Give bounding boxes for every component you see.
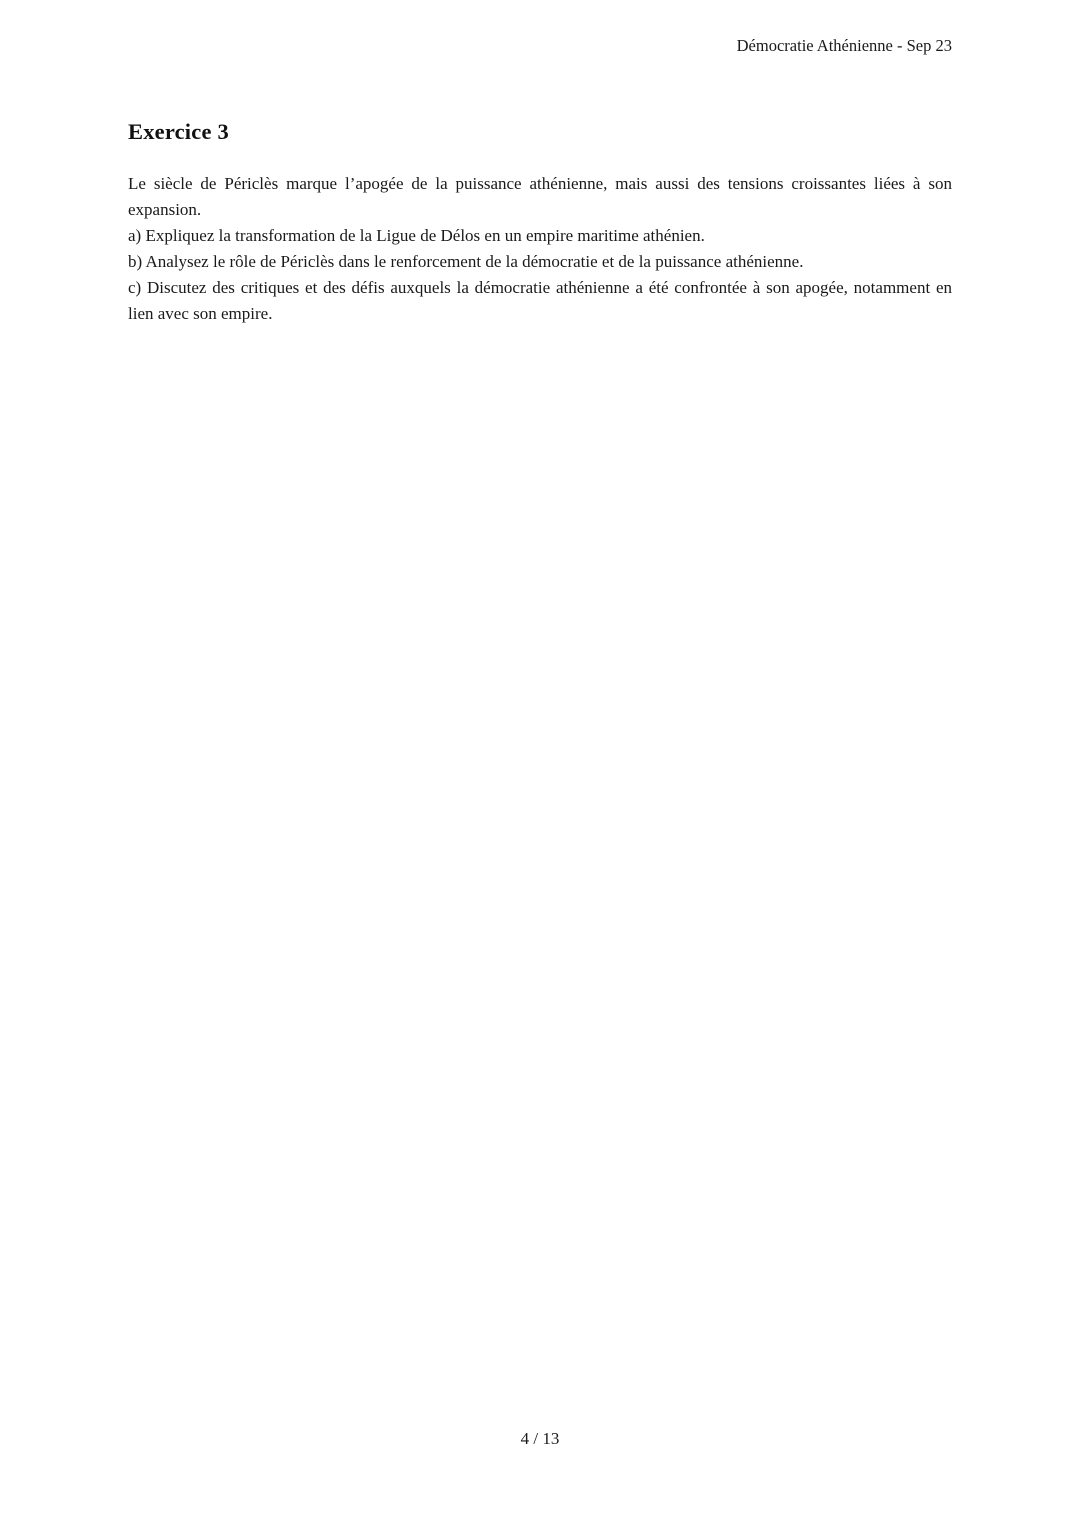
question-c: c) Discutez des critiques et des défis auxquels la démocratie athénienne a été confrontée à son apogée, notamment en lien avec son empire.: [128, 278, 952, 323]
exercise-body: [128, 171, 952, 327]
page-number: 4 / 13: [520, 1429, 560, 1448]
exercise-intro: Le siècle de Périclès marque l’apogée de la puissance athénienne, mais aussi des tensions croissantes liées à son expansion.: [128, 174, 952, 219]
exercise-title: Exercice 3: [128, 119, 229, 144]
question-a: a) Expliquez la transformation de la Ligue de Délos en un empire maritime athénien.: [128, 226, 705, 245]
running-header: Démocratie Athénienne - Sep 23: [736, 36, 952, 55]
question-b: b) Analysez le rôle de Périclès dans le renforcement de la démocratie et de la puissance athénienne.: [128, 252, 804, 271]
